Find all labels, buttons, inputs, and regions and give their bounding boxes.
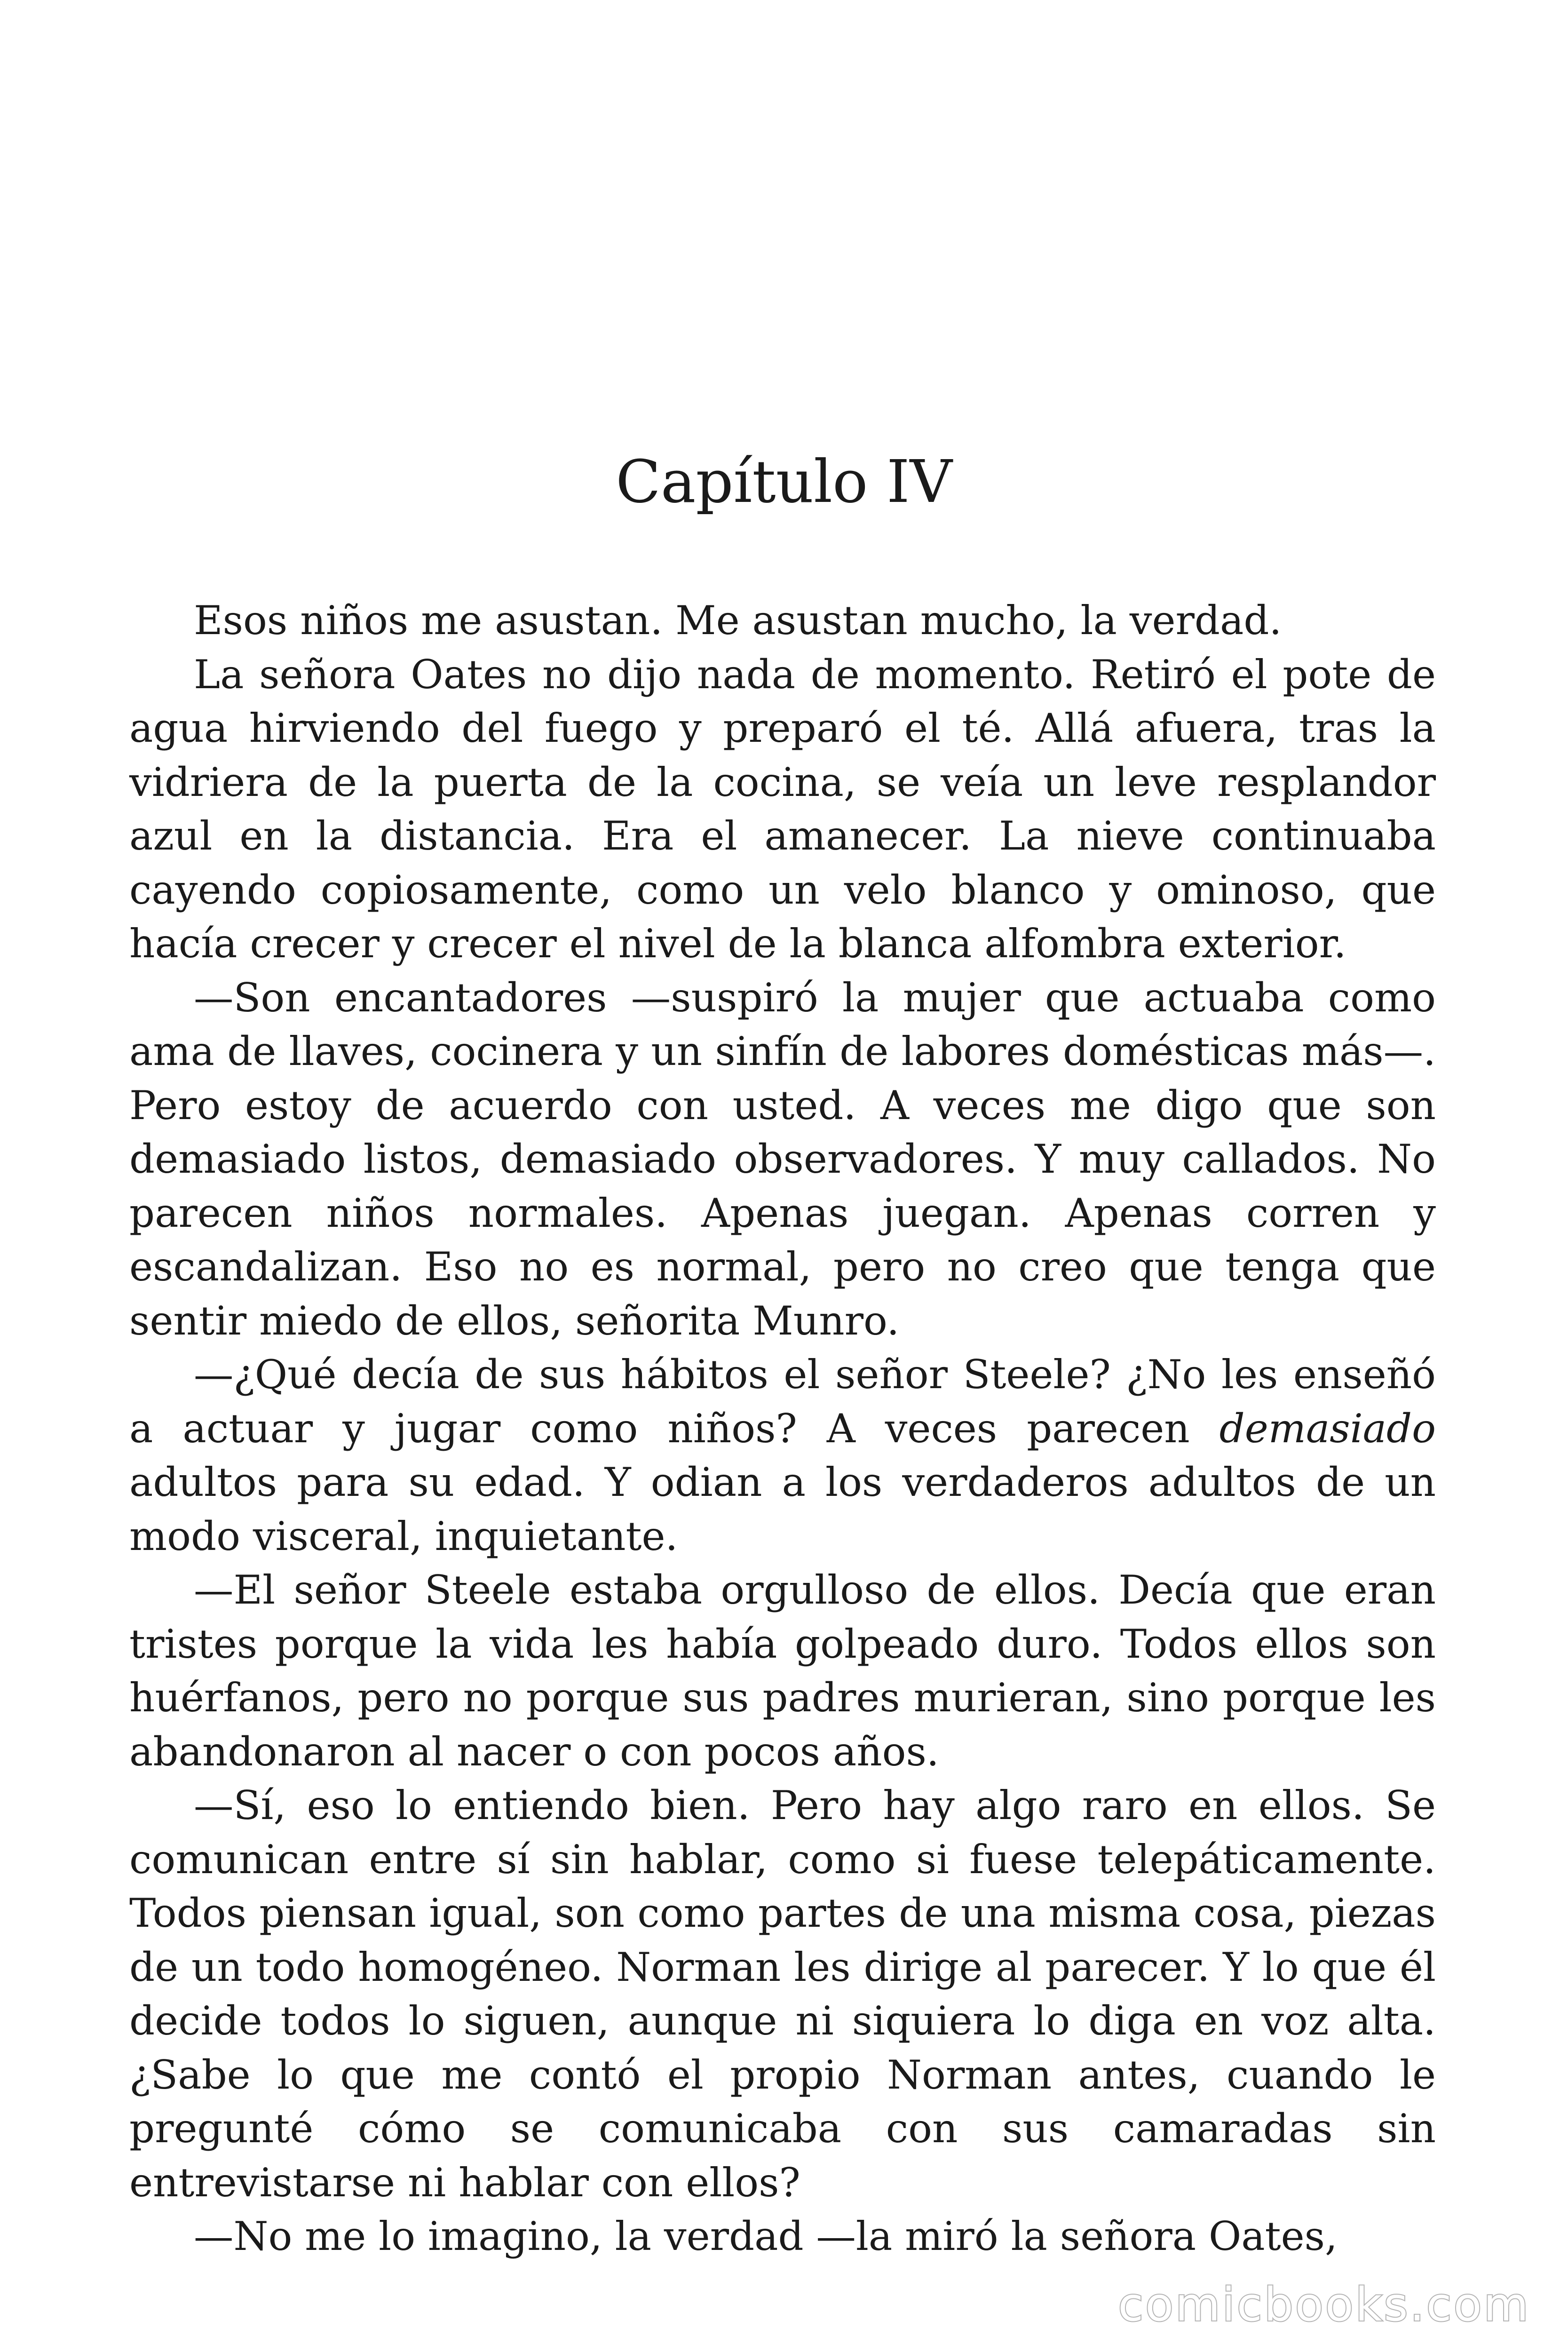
paragraph-4-text-after: adultos para su edad. Y odian a los verdaderos adultos de un modo visceral, inquietante. bbox=[129, 1459, 1436, 1559]
paragraph-7: —No me lo imagino, la verdad —la miró la señora Oates, bbox=[194, 2213, 1338, 2259]
paragraph-5: —El señor Steele estaba orgulloso de ellos. Decía que eran tristes porque la vida les había golpeado duro. Todos ellos son huérfanos, pero no porque sus padres murieran, sino porque les abandonaron al nacer o con pocos años. bbox=[129, 1567, 1436, 1775]
chapter-title: Capítulo IV bbox=[616, 448, 952, 516]
paragraph-6: —Sí, eso lo entiendo bien. Pero hay algo raro en ellos. Se comunican entre sí sin hablar, como si fuese telepáticamente. Todos piensan igual, son como partes de una misma cosa, piezas de un todo homogéneo. Norman les dirige al parecer. Y lo que él decide todos lo siguen, aunque ni siquiera lo diga en voz alta. ¿Sabe lo que me contó el propio Norman antes, cuando le pregunté cómo se comunicaba con sus camaradas sin entrevistarse ni hablar con ellos? bbox=[129, 1782, 1436, 2206]
paragraph-3: —Son encantadores —suspiró la mujer que actuaba como ama de llaves, cocinera y un sinfín de labores domésticas más—. Pero estoy de acuerdo con usted. A veces me digo que son demasiado listos, demasiado observadores. Y muy callados. No parecen niños normales. Apenas juegan. Apenas corren y escandalizan. Eso no es normal, pero no creo que tenga que sentir miedo de ellos, señorita Munro. bbox=[129, 974, 1436, 1344]
paragraph-1: Esos niños me asustan. Me asustan mucho, la verdad. bbox=[194, 597, 1282, 644]
chapter-body bbox=[129, 594, 1436, 2264]
paragraph-4-text-before: —¿Qué decía de sus hábitos el señor Steele? ¿No les enseñó a actuar y jugar como niños? A veces parecen bbox=[129, 1351, 1436, 1452]
paragraph-2: La señora Oates no dijo nada de momento. Retiró el pote de agua hirviendo del fuego y preparó el té. Allá afuera, tras la vidriera de la puerta de la cocina, se veía un leve resplandor azul en la distancia. Era el amanecer. La nieve continuaba cayendo copiosamente, como un velo blanco y ominoso, que hacía crecer y crecer el nivel de la blanca alfombra exterior. bbox=[129, 651, 1436, 967]
paragraph-4-italic-word: demasiado bbox=[1219, 1405, 1436, 1452]
paragraph-4 bbox=[129, 1348, 1436, 1563]
watermark: comicbooks.com bbox=[1118, 2278, 1530, 2332]
